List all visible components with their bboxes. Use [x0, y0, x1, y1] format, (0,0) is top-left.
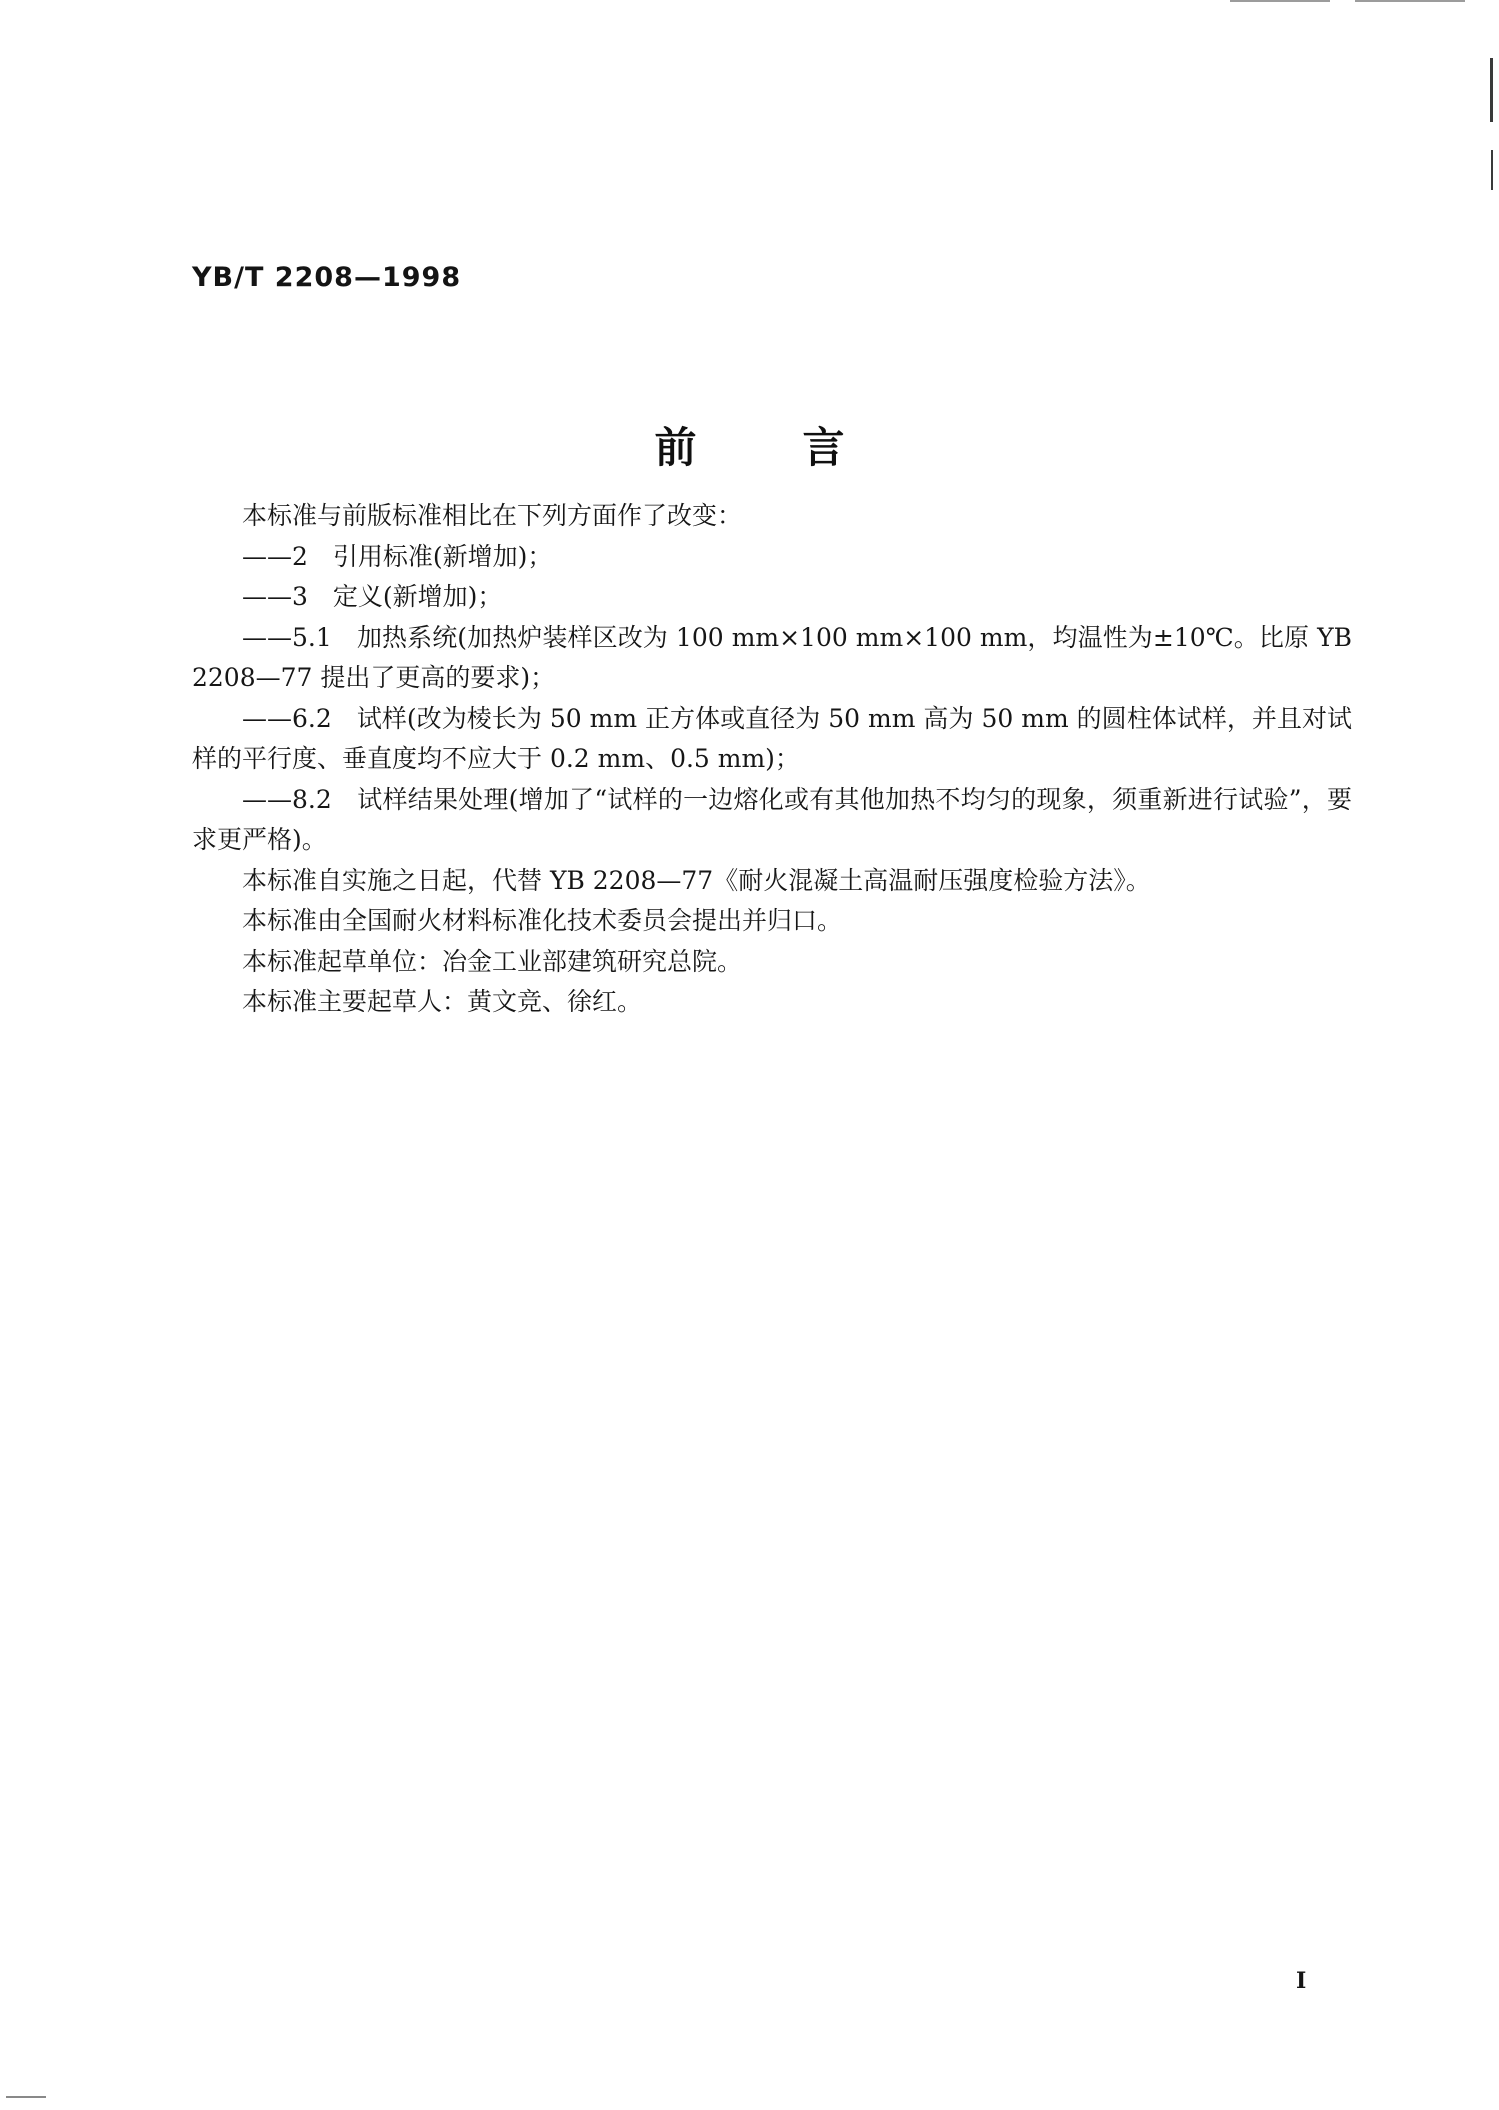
foreword-body — [192, 496, 1352, 1023]
scan-mark-bottom-left — [6, 2096, 46, 2098]
scan-mark-right-edge — [1490, 58, 1493, 122]
drafting-organization: 本标准起草单位：冶金工业部建筑研究总院。 — [242, 946, 743, 976]
change-item-specimen: ——6.2 试样(改为棱长为 50 mm 正方体或直径为 50 mm 高为 50 mm 的圆柱体试样，并且对试样的平行度、垂直度均不应大于 0.2 mm、0.5 mm)； — [192, 703, 1352, 773]
change-item-definitions: ——3 定义(新增加)； — [242, 582, 503, 611]
proposer-statement: 本标准由全国耐火材料标准化技术委员会提出并归口。 — [242, 906, 843, 935]
page-number: I — [1296, 1968, 1307, 1994]
scan-mark-top-edge — [1230, 0, 1330, 2]
replacement-statement: 本标准自实施之日起，代替 YB 2208—77《耐火混凝土高温耐压强度检验方法》。 — [242, 865, 1151, 895]
change-item-references: ——2 引用标准(新增加)； — [242, 541, 553, 571]
page-title: 前言 — [654, 423, 951, 472]
scan-mark-top-edge-2 — [1355, 0, 1465, 2]
change-item-result-processing: ——8.2 试样结果处理(增加了“试样的一边熔化或有其他加热不均匀的现象，须重新进行试验”，要求更严格)。 — [192, 784, 1352, 854]
change-item-heating-system: ——5.1 加热系统(加热炉装样区改为 100 mm×100 mm×100 mm，均温性为±10℃。比原 YB 2208—77 提出了更高的要求)； — [192, 622, 1352, 692]
standard-code: YB/T 2208—1998 — [192, 262, 462, 293]
intro-paragraph: 本标准与前版标准相比在下列方面作了改变： — [242, 501, 743, 530]
scan-mark-right-edge-lower — [1491, 150, 1493, 190]
main-drafters: 本标准主要起草人：黄文竞、徐红。 — [242, 987, 643, 1016]
